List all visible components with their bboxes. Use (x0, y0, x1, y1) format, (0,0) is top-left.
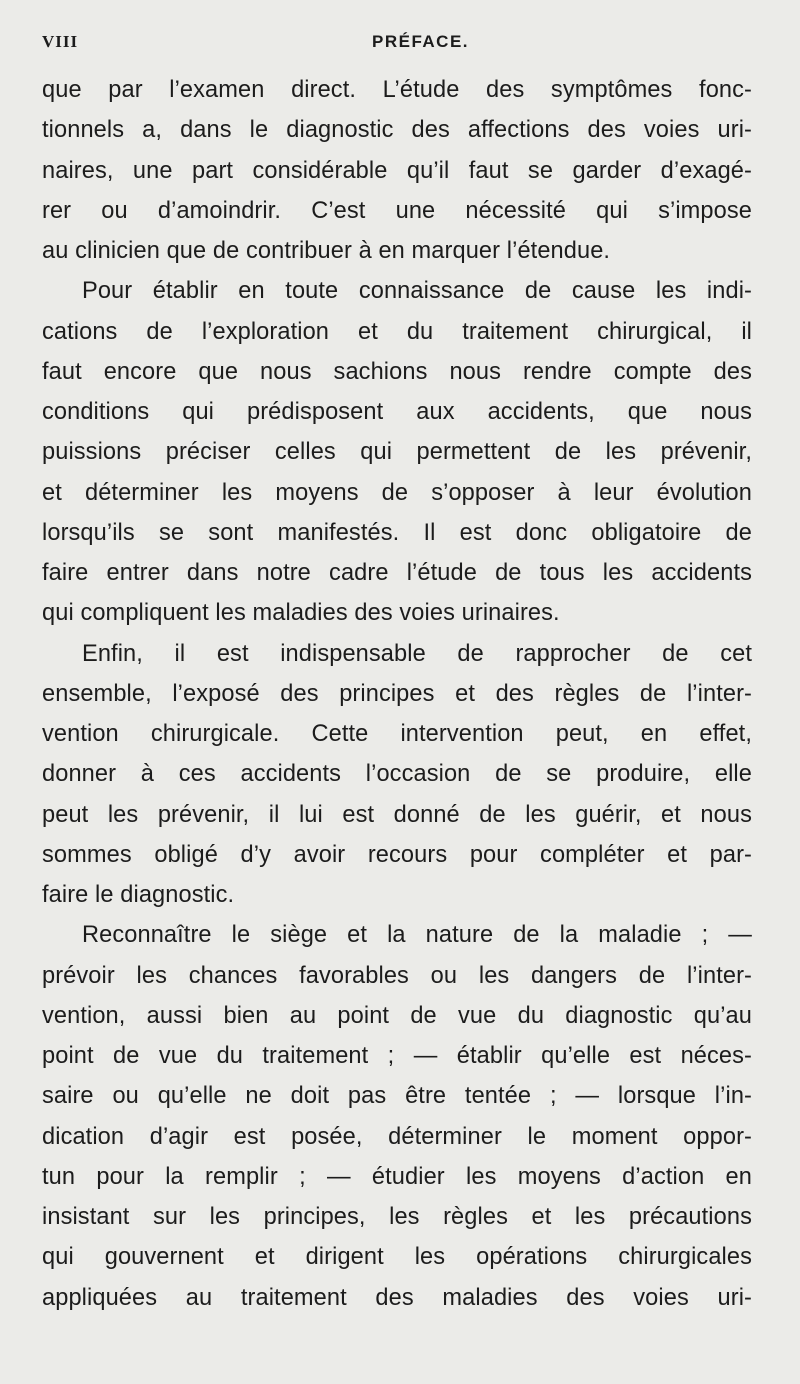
text-line: au clinicien que de contribuer à en marquer l’étendue. (42, 238, 611, 264)
body-text (42, 70, 752, 1318)
text-line: faut encore que nous sachions nous rendre compte des (42, 358, 752, 385)
running-title: PRÉFACE. (372, 32, 470, 51)
text-line: puissions préciser celles qui permettent de les prévenir, (42, 439, 752, 466)
text-line: rer ou d’amoindrir. C’est une nécessité qui s’impose (42, 197, 752, 224)
text-line: faire le diagnostic. (42, 882, 235, 908)
text-line: et déterminer les moyens de s’opposer à leur évolution (42, 479, 752, 506)
text-line: vention chirurgicale. Cette intervention peut, en effet, (42, 721, 752, 747)
page-number: VIII (42, 32, 79, 51)
text-line: appliquées au traitement des maladies des voies uri- (42, 1284, 752, 1311)
text-line: qui gouvernent et dirigent les opérations chirurgicales (42, 1244, 752, 1271)
text-line: cations de l’exploration et du traitement chirurgical, il (42, 318, 752, 345)
text-line: Pour établir en toute connaissance de cause les indi- (82, 278, 752, 305)
text-line: ensemble, l’exposé des principes et des règles de l’inter- (42, 680, 752, 707)
text-line: Reconnaître le siège et la nature de la maladie ; — (82, 922, 752, 949)
text-line: naires, une part considérable qu’il faut se garder d’exagé- (42, 157, 752, 184)
text-line: dication d’agir est posée, déterminer le moment oppor- (42, 1123, 752, 1150)
page-header (42, 32, 750, 54)
text-line: vention, aussi bien au point de vue du diagnostic qu’au (42, 1002, 752, 1029)
text-line: peut les prévenir, il lui est donné de les guérir, et nous (42, 801, 752, 828)
text-line: faire entrer dans notre cadre l’étude de tous les accidents (42, 560, 752, 586)
text-line: donner à ces accidents l’occasion de se produire, elle (42, 761, 752, 788)
text-line: tun pour la remplir ; — étudier les moyens d’action en (42, 1163, 752, 1190)
text-line: qui compliquent les maladies des voies urinaires. (42, 600, 560, 627)
text-line: conditions qui prédisposent aux accidents, que nous (42, 399, 752, 425)
text-line: tionnels a, dans le diagnostic des affections des voies uri- (42, 117, 752, 144)
text-line: saire ou qu’elle ne doit pas être tentée ; — lorsque l’in- (42, 1083, 752, 1110)
text-line: que par l’examen direct. L’étude des symptômes fonc- (42, 77, 752, 103)
text-line: sommes obligé d’y avoir recours pour compléter et par- (42, 841, 752, 868)
text-line: Enfin, il est indispensable de rapprocher de cet (82, 640, 752, 667)
text-line: insistant sur les principes, les règles et les précautions (42, 1204, 752, 1230)
text-line: prévoir les chances favorables ou les dangers de l’inter- (42, 962, 752, 989)
text-line: point de vue du traitement ; — établir qu’elle est néces- (42, 1043, 752, 1069)
text-line: lorsqu’ils se sont manifestés. Il est donc obligatoire de (42, 519, 752, 546)
